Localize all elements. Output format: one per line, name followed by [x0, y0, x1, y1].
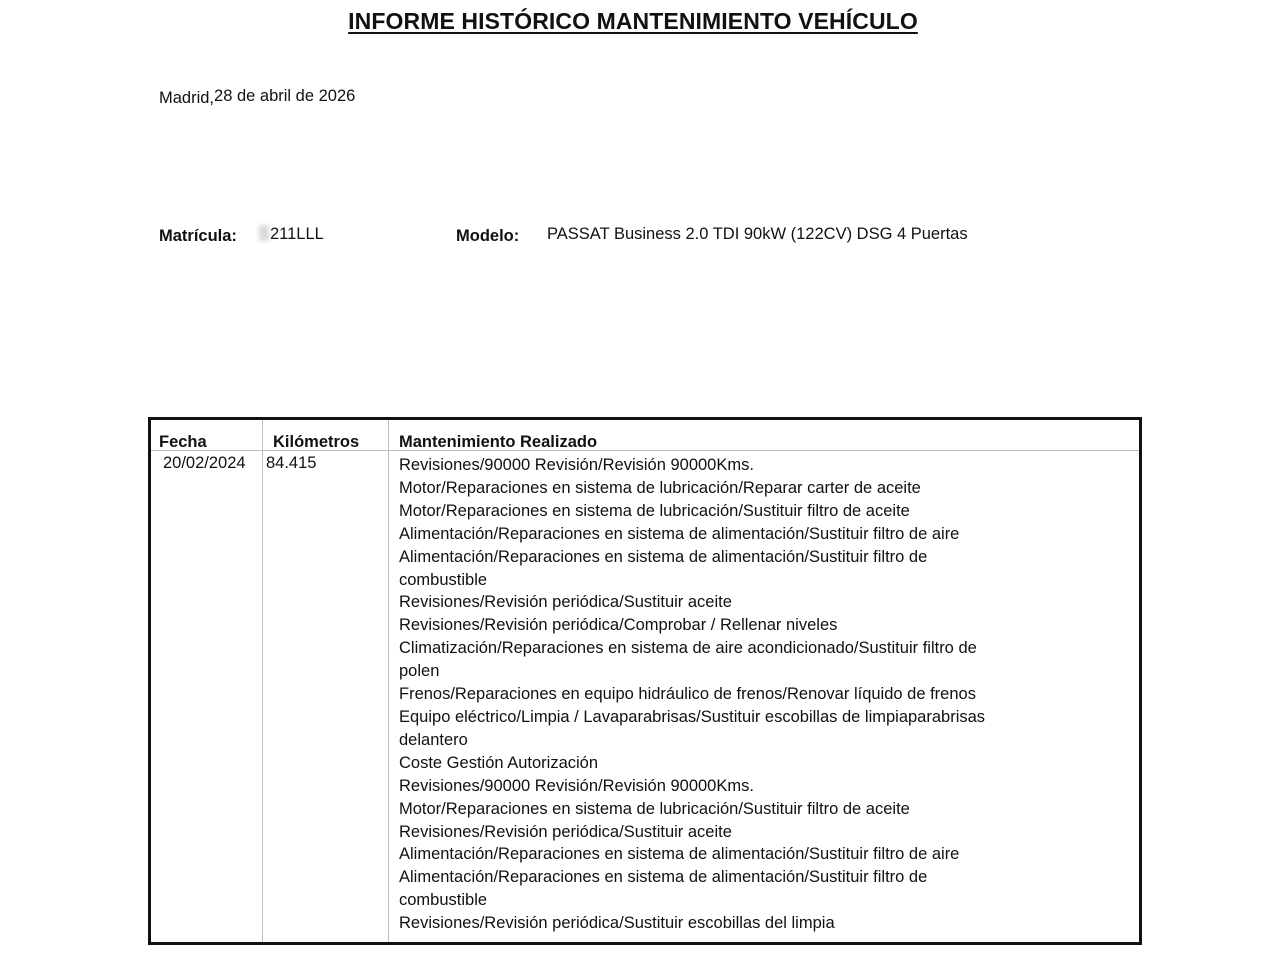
- maintenance-line: Alimentación/Reparaciones en sistema de alimentación/Sustituir filtro de: [399, 547, 928, 566]
- header-date: Fecha: [159, 433, 207, 451]
- maintenance-line: Climatización/Reparaciones en sistema de aire acondicionado/Sustituir filtro de: [399, 639, 977, 658]
- model-value: PASSAT Business 2.0 TDI 90kW (122CV) DSG 4 Puertas: [547, 225, 968, 243]
- report-date: 28 de abril de 2026: [214, 87, 356, 105]
- maintenance-line: combustible: [399, 891, 488, 910]
- maintenance-line: Frenos/Reparaciones en equipo hidráulico de frenos/Renovar líquido de frenos: [399, 685, 976, 704]
- report-title: INFORME HISTÓRICO MANTENIMIENTO VEHÍCULO: [348, 8, 918, 34]
- maintenance-line: Revisiones/90000 Revisión/Revisión 90000Kms.: [399, 456, 754, 474]
- header-maintenance: Mantenimiento Realizado: [399, 433, 598, 451]
- plate-value: [259, 225, 324, 244]
- model-label: Modelo:: [456, 227, 520, 245]
- maintenance-line: Coste Gestión Autorización: [399, 753, 599, 772]
- maintenance-line: polen: [399, 662, 440, 681]
- column-divider: [262, 420, 263, 942]
- maintenance-line: Motor/Reparaciones en sistema de lubricación/Reparar carter de aceite: [399, 478, 921, 497]
- maintenance-line: combustible: [399, 570, 488, 589]
- maintenance-list: [399, 454, 1019, 935]
- header-km: Kilómetros: [273, 433, 360, 451]
- row-date: 20/02/2024: [163, 454, 246, 472]
- column-divider: [388, 420, 389, 942]
- plate-label: Matrícula:: [159, 227, 237, 245]
- maintenance-line: Motor/Reparaciones en sistema de lubricación/Sustituir filtro de aceite: [399, 799, 910, 818]
- maintenance-line: Revisiones/Revisión periódica/Sustituir aceite: [399, 593, 732, 612]
- maintenance-line: Revisiones/Revisión periódica/Sustituir escobillas del limpia: [399, 914, 835, 933]
- plate-number: 211LLL: [270, 225, 324, 243]
- maintenance-line: Motor/Reparaciones en sistema de lubricación/Sustituir filtro de aceite: [399, 501, 910, 520]
- maintenance-line: Alimentación/Reparaciones en sistema de alimentación/Sustituir filtro de: [399, 868, 928, 887]
- maintenance-line: Alimentación/Reparaciones en sistema de alimentación/Sustituir filtro de aire: [399, 845, 960, 864]
- maintenance-line: Revisiones/90000 Revisión/Revisión 90000Kms.: [399, 776, 754, 795]
- place-date: [159, 87, 355, 106]
- maintenance-line: Revisiones/Revisión periódica/Comprobar / Rellenar niveles: [399, 616, 838, 635]
- maintenance-line: Revisiones/Revisión periódica/Sustituir aceite: [399, 822, 732, 841]
- maintenance-table: [148, 417, 1142, 945]
- city: Madrid,: [159, 89, 215, 107]
- row-km: 84.415: [266, 454, 317, 472]
- redacted-mark: [259, 225, 269, 241]
- maintenance-line: Equipo eléctrico/Limpia / Lavaparabrisas/Sustituir escobillas de limpiaparabrisas: [399, 707, 986, 726]
- maintenance-line: delantero: [399, 730, 468, 749]
- maintenance-line: Alimentación/Reparaciones en sistema de alimentación/Sustituir filtro de aire: [399, 524, 960, 543]
